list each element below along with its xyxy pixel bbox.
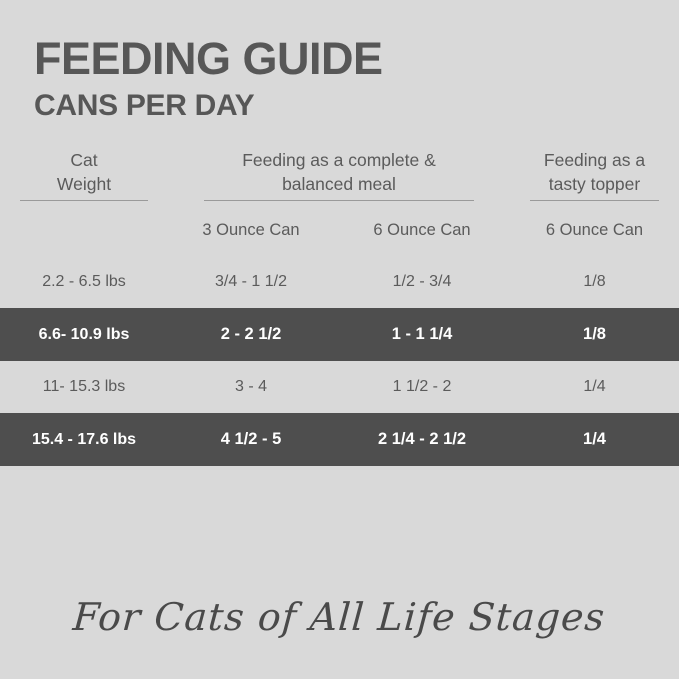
table-row <box>0 361 679 413</box>
group-header-tasty-topper <box>510 143 679 209</box>
group-header-complete-meal <box>168 143 510 209</box>
cell-meal-6oz: 2 1/4 - 2 1/2 <box>377 430 467 449</box>
cell-meal-3oz: 3 - 4 <box>234 378 267 396</box>
table-sub-header-row <box>0 209 679 256</box>
sub-header-6-ounce-can-topper: 6 Ounce Can <box>545 221 644 240</box>
tagline: For Cats of All Life Stages <box>71 595 608 639</box>
group-header-cat-weight-line1: Cat <box>70 150 98 170</box>
cell-topper-6oz: 1/8 <box>583 273 606 291</box>
table-row <box>0 413 679 466</box>
table-row <box>0 256 679 308</box>
cell-weight: 6.6- 10.9 lbs <box>38 325 130 343</box>
table-row <box>0 308 679 361</box>
cell-meal-6oz: 1 1/2 - 2 <box>392 378 452 396</box>
footer <box>0 595 679 639</box>
cell-weight: 15.4 - 17.6 lbs <box>31 430 137 448</box>
page-title: FEEDING GUIDE <box>34 33 383 84</box>
cell-weight: 11- 15.3 lbs <box>42 378 126 396</box>
sub-header-6-ounce-can-meal: 6 Ounce Can <box>373 221 471 240</box>
page-subtitle: CANS PER DAY <box>34 89 255 122</box>
group-header-complete-meal-line2: balanced meal <box>282 173 396 194</box>
cell-meal-6oz: 1 - 1 1/4 <box>391 325 453 344</box>
title-block <box>0 0 679 121</box>
cell-meal-6oz: 1/2 - 3/4 <box>392 273 452 291</box>
table-group-header-row <box>0 143 679 209</box>
cell-meal-3oz: 3/4 - 1 1/2 <box>214 273 288 291</box>
group-header-complete-meal-line1: Feeding as a complete & <box>242 150 436 170</box>
cell-meal-3oz: 2 - 2 1/2 <box>220 325 282 344</box>
cell-topper-6oz: 1/4 <box>583 430 606 449</box>
group-header-tasty-topper-line1: Feeding as a <box>543 150 646 170</box>
cell-weight: 2.2 - 6.5 lbs <box>42 273 126 291</box>
group-header-cat-weight-line2: Weight <box>56 173 112 194</box>
cell-meal-3oz: 4 1/2 - 5 <box>220 430 282 449</box>
cell-topper-6oz: 1/8 <box>583 325 606 344</box>
sub-header-blank <box>0 209 168 256</box>
group-header-tasty-topper-line2: tasty topper <box>548 173 641 194</box>
group-header-cat-weight <box>0 143 168 209</box>
cell-topper-6oz: 1/4 <box>583 378 606 396</box>
sub-header-3-ounce-can-meal: 3 Ounce Can <box>202 221 300 240</box>
feeding-table <box>0 143 679 466</box>
